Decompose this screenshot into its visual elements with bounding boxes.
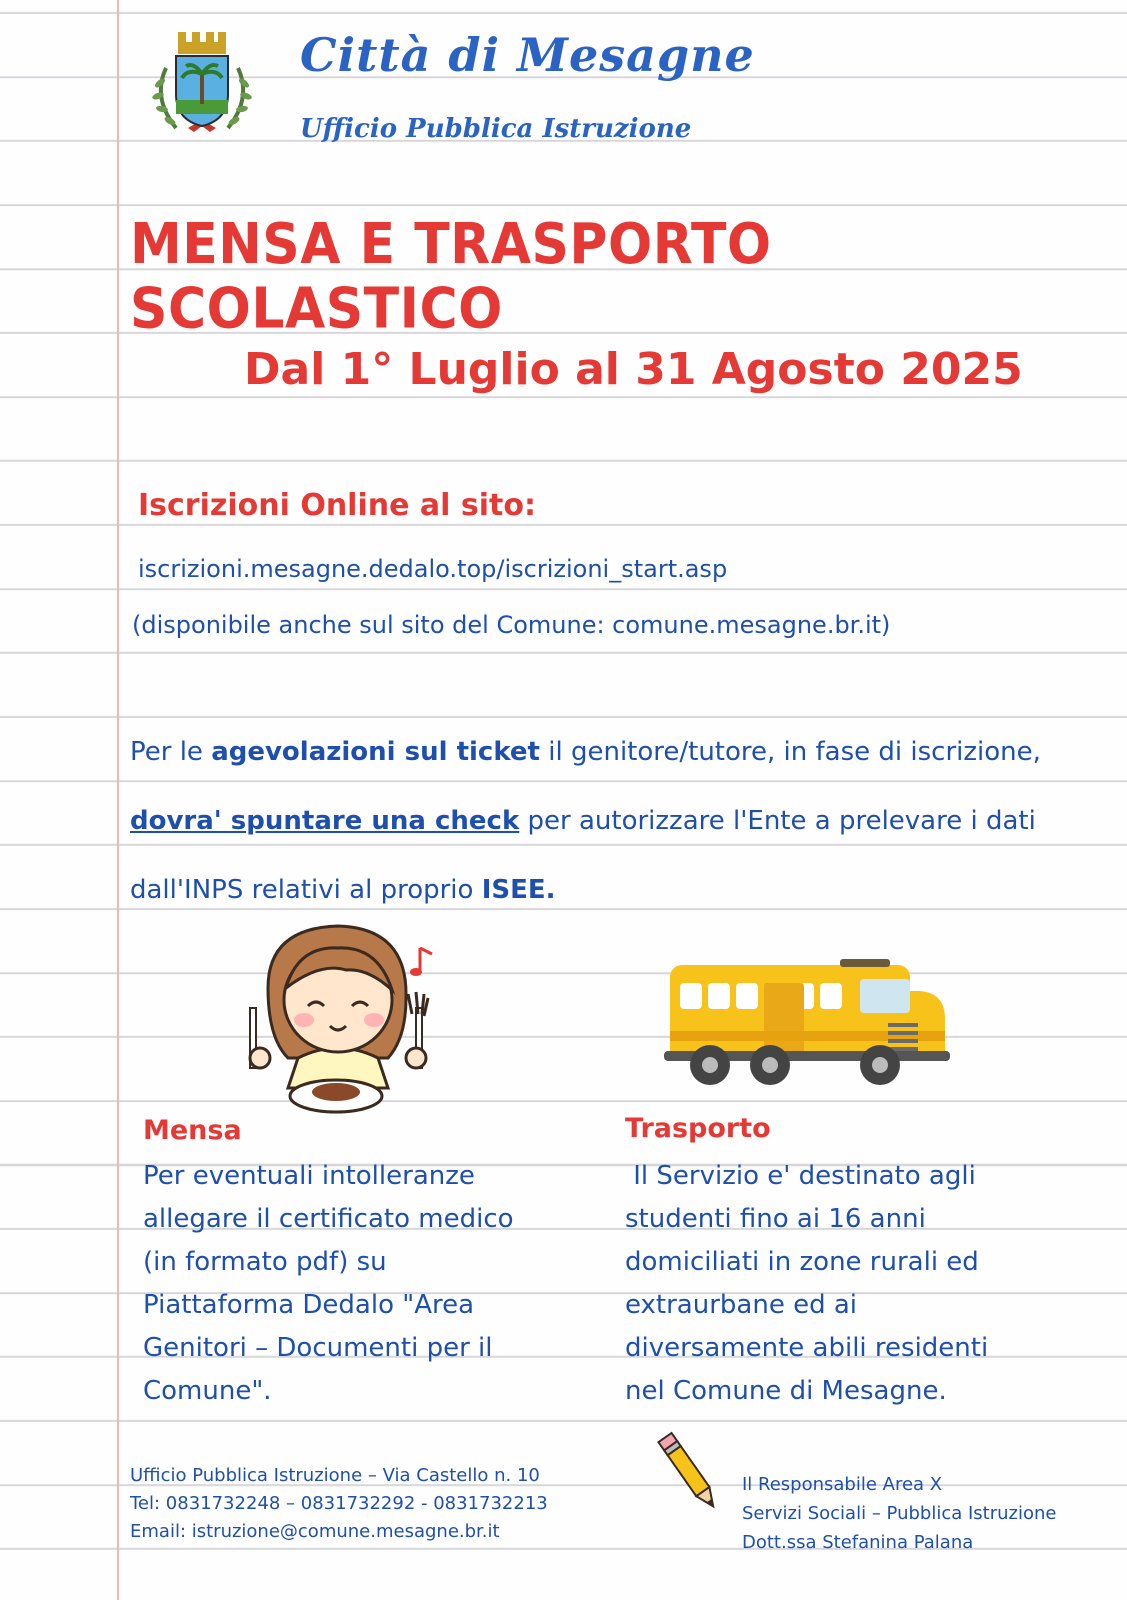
mensa-line: allegare il certificato medico — [143, 1204, 514, 1234]
mensa-text — [143, 1155, 563, 1413]
registration-alt-site: (disponibile anche sul sito del Comune: comune.mesagne.br.it) — [132, 611, 891, 639]
registration-heading: Iscrizioni Online al sito: — [138, 488, 536, 523]
signature-role: Il Responsabile Area X — [742, 1474, 943, 1495]
trasporto-text — [625, 1155, 1055, 1413]
footer-phones: Tel: 0831732248 – 0831732292 - 0831732213 — [130, 1493, 548, 1514]
trasporto-line: extraurbane ed ai — [625, 1290, 858, 1320]
trasporto-line: nel Comune di Mesagne. — [625, 1376, 947, 1406]
signature-name: Dott.ssa Stefanina Palana — [742, 1532, 974, 1553]
ticket-note-part3: per autorizzare l'Ente a prelevare i dati dall'INPS relativi al proprio — [130, 806, 1036, 905]
city-title: Città di Mesagne — [300, 28, 755, 82]
ticket-note-bold2: ISEE. — [481, 875, 556, 905]
ticket-note-underlined: dovra' spuntare una check — [130, 806, 520, 836]
footer-signature — [742, 1470, 1056, 1557]
mensa-line: Genitori – Documenti per il — [143, 1333, 493, 1363]
registration-url[interactable]: iscrizioni.mesagne.dedalo.top/iscrizioni_start.asp — [138, 555, 728, 583]
mensa-line: (in formato pdf) su — [143, 1247, 387, 1277]
office-subtitle: Ufficio Pubblica Istruzione — [300, 114, 692, 144]
signature-department: Servizi Sociali – Pubblica Istruzione — [742, 1503, 1057, 1524]
ticket-note — [130, 718, 1090, 925]
pencil-icon — [655, 1430, 725, 1520]
mensa-line: Comune". — [143, 1376, 272, 1406]
period-dates: Dal 1° Luglio al 31 Agosto 2025 — [244, 344, 1023, 395]
ticket-note-part1: Per le — [130, 737, 212, 767]
school-bus-icon — [660, 955, 952, 1090]
trasporto-line: studenti fino ai 16 anni — [625, 1204, 926, 1234]
municipal-crest-icon — [148, 28, 256, 140]
girl-eating-icon — [228, 918, 446, 1118]
footer-address: Ufficio Pubblica Istruzione – Via Castello n. 10 — [130, 1465, 540, 1486]
trasporto-line: diversamente abili residenti — [625, 1333, 989, 1363]
mensa-line: Piattaforma Dedalo "Area — [143, 1290, 475, 1320]
trasporto-heading: Trasporto — [625, 1113, 771, 1144]
ticket-note-part2: il genitore/tutore, in fase di iscrizione, — [539, 737, 1041, 767]
ticket-note-bold1: agevolazioni sul ticket — [211, 737, 540, 767]
main-title: MENSA E TRASPORTO SCOLASTICO — [130, 212, 772, 342]
footer-email[interactable]: Email: istruzione@comune.mesagne.br.it — [130, 1521, 500, 1542]
margin-line — [117, 0, 119, 1600]
trasporto-line: domiciliati in zone rurali ed — [625, 1247, 979, 1277]
trasporto-line: Il Servizio e' destinato agli — [625, 1161, 976, 1191]
mensa-line: Per eventuali intolleranze — [143, 1161, 475, 1191]
mensa-heading: Mensa — [143, 1115, 242, 1146]
footer-contacts — [130, 1462, 548, 1546]
